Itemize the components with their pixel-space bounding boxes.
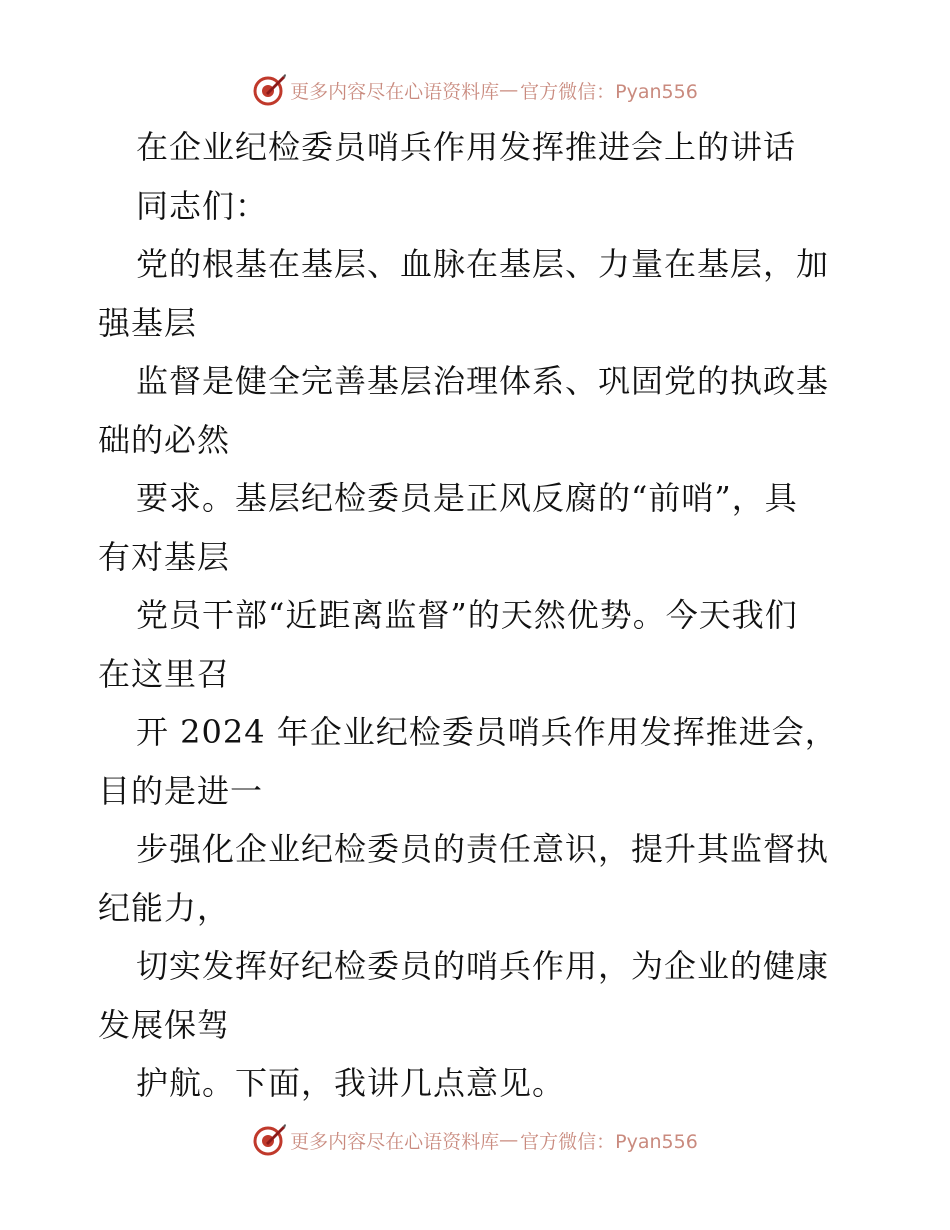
paragraph-line: 发展保驾 [98,1005,231,1044]
paragraph-line: 有对基层 [98,537,231,576]
document-body [98,118,858,1113]
paragraph-line: 纪能力， [98,888,231,927]
document-title: 在企业纪检委员哨兵作用发挥推进会上的讲话 [136,128,797,166]
paragraph-line: 监督是健全完善基层治理体系、巩固党的执政基 [136,362,830,400]
paragraph-line: 在这里召 [98,654,231,693]
paragraph-line: 切实发挥好纪检委员的哨兵作用，为企业的健康 [136,947,830,985]
footer-watermark [0,1120,950,1160]
quill-pen-seal-icon [252,73,286,107]
watermark-dash: — [499,79,519,101]
paragraph-line: 础的必然 [98,420,231,459]
paragraph-line: 步强化企业纪检委员的责任意识，提升其监督执 [136,830,830,868]
watermark-contact-text: 官方微信：Pyan556 [520,80,698,103]
watermark-dash: — [499,1129,519,1151]
paragraph-line: 党员干部“近距离监督”的天然优势。今天我们 [136,596,798,634]
paragraph-line: 党的根基在基层、血脉在基层、力量在基层，加 [136,245,830,283]
paragraph-line: 同志们： [136,186,269,225]
header-watermark [0,70,950,110]
quill-pen-seal-icon [252,1123,286,1157]
watermark-brand-text: 更多内容尽在心语资料库 [290,80,500,103]
paragraph-line: 开 2024 年企业纪检委员哨兵作用发挥推进会， [136,713,838,751]
watermark-brand-text: 更多内容尽在心语资料库 [290,1130,500,1153]
paragraph-line: 要求。基层纪检委员是正风反腐的“前哨”，具 [136,479,798,517]
paragraph-line: 护航。下面，我讲几点意见。 [136,1064,566,1102]
paragraph-line: 目的是进一 [98,771,264,810]
paragraph-line: 强基层 [98,303,198,342]
watermark-contact-text: 官方微信：Pyan556 [520,1130,698,1153]
